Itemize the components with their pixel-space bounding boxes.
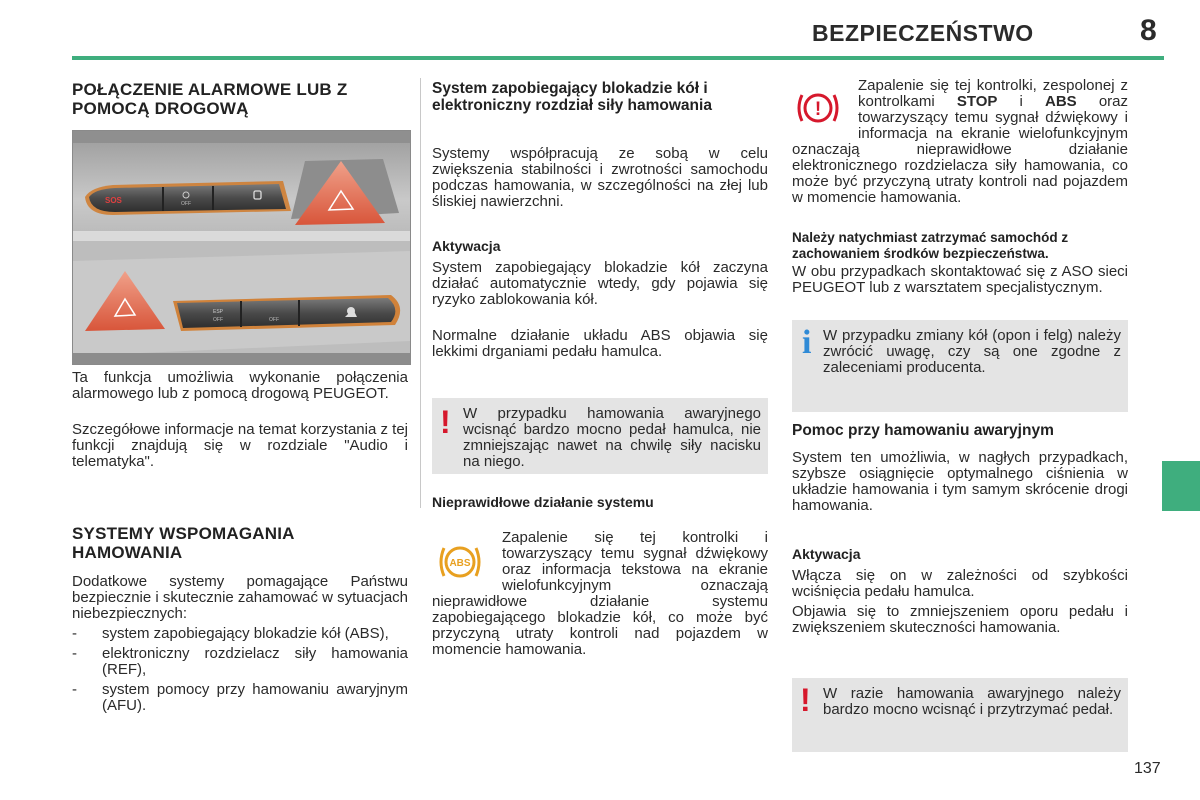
abs-warning-box bbox=[432, 398, 768, 474]
abs-activation-text: System zapobiegający blokadzie kół zaczyna działać automatycznie wtedy, gdy pojawia się ryzyko zablokowania kół. bbox=[432, 259, 768, 308]
list-item: - system zapobiegający blokadzie kół (ABS), bbox=[72, 626, 408, 642]
esp-label: ESP bbox=[213, 309, 224, 315]
off-label-mid: OFF bbox=[269, 317, 279, 323]
ref-malfunction-wrap bbox=[792, 78, 1128, 206]
ref-text-part-3: oraz towarzyszący temu sygnał dźwiękowy i informacja na ekranie wielofunkcyjnym oznaczają nieprawidłowe działanie elektronicznego rozdzielacza siły hamowania, co może być przyczyną utraty kontroli nad pojazdem w momencie hamowania. bbox=[792, 93, 1128, 206]
afu-warning-box bbox=[792, 678, 1128, 752]
warning-icon: ! bbox=[440, 404, 451, 440]
abs-ref-intro: Systemy współpracują ze sobą w celu zwiększenia stabilności i zwrotności samochodu podczas hamowania, w szczególności na złej lub śliskiej nawierzchni. bbox=[432, 145, 768, 210]
list-item: - elektroniczny rozdzielacz siły hamowania (REF), bbox=[72, 646, 408, 678]
off-label-top: OFF bbox=[181, 201, 191, 207]
abs-lamp-label: ABS bbox=[449, 558, 471, 569]
ref-text-part-2: i bbox=[997, 93, 1046, 110]
afu-effect-text: Objawia się to zmniejszeniem oporu pedału i zwiększeniem skuteczności hamowania. bbox=[792, 603, 1128, 636]
abs-malfunction-heading: Nieprawidłowe działanie systemu bbox=[432, 494, 654, 510]
abs-warning-text: W przypadku hamowania awaryjnego wcisnąć bardzo mocno pedał hamulca, nie zmniejszając nawet na chwilę siły nacisku na niego. bbox=[463, 405, 761, 470]
abs-malfunction-wrap bbox=[432, 530, 768, 658]
dashboard-photo-drawing bbox=[73, 131, 410, 364]
heading-afu: Pomoc przy hamowaniu awaryjnym bbox=[792, 422, 1054, 439]
abs-label: ABS bbox=[1045, 93, 1077, 110]
list-item: - system pomocy przy hamowaniu awaryjnym (AFU). bbox=[72, 682, 408, 714]
page-number: 137 bbox=[1134, 760, 1161, 777]
braking-systems-intro: Dodatkowe systemy pomagające Państwu bezpiecznie i skutecznie zahamować w sytuacjach niebezpiecznych: bbox=[72, 573, 408, 622]
section-title: BEZPIECZEŃSTWO bbox=[812, 20, 1034, 46]
off-label-esp: OFF bbox=[213, 317, 223, 323]
warning-icon: ! bbox=[800, 682, 811, 718]
abs-activation-heading: Aktywacja bbox=[432, 238, 501, 254]
column-divider bbox=[420, 78, 421, 508]
header-rule bbox=[72, 56, 1164, 60]
ref-text-part-1: Zapalenie się tej kontrolki, zespolonej z kontrolkami bbox=[858, 77, 1128, 110]
afu-intro: System ten umożliwia, w nagłych przypadkach, szybsze osiągnięcie optymalnego ciśnienia w układzie hamowania i tym samym skrócenie drogi hamowania. bbox=[792, 449, 1128, 514]
heading-abs-ref: System zapobiegający blokadzie kół i elektroniczny rozdział siły hamowania bbox=[432, 80, 712, 114]
abs-icon-spacer bbox=[432, 530, 502, 582]
afu-activation-heading: Aktywacja bbox=[792, 546, 861, 562]
afu-activation-text: Włącza się on w zależności od szybkości wciśnięcia pedału hamulca. bbox=[792, 567, 1128, 600]
dashboard-buttons-photo bbox=[72, 130, 411, 365]
stop-immediately-note: Należy natychmiast zatrzymać samochód z zachowaniem środków bezpieczeństwa. bbox=[792, 230, 1069, 261]
chapter-number: 8 bbox=[1140, 14, 1157, 47]
chapter-tab bbox=[1162, 461, 1200, 511]
emergency-call-text-2: Szczegółowe informacje na temat korzystania z tej funkcji znajdują się w rozdziale "Audio i telematyka". bbox=[72, 421, 408, 470]
sos-label: SOS bbox=[105, 196, 122, 205]
braking-systems-list bbox=[72, 626, 408, 718]
info-icon: i bbox=[802, 324, 812, 361]
afu-warning-text: W razie hamowania awaryjnego należy bardzo mocno wcisnąć i przytrzymać pedał. bbox=[823, 685, 1121, 718]
stop-label: STOP bbox=[956, 93, 998, 110]
emergency-call-text-1: Ta funkcja umożliwia wykonanie połączenia alarmowego lub z pomocą drogową PEUGEOT. bbox=[72, 369, 408, 402]
heading-braking-systems: SYSTEMY WSPOMAGANIA HAMOWANIA bbox=[72, 524, 294, 562]
info-box-wheels bbox=[792, 320, 1128, 412]
heading-emergency-call: POŁĄCZENIE ALARMOWE LUB Z POMOCĄ DROGOWĄ bbox=[72, 80, 348, 118]
info-box-text: W przypadku zmiany kół (opon i felg) należy zwrócić uwagę, czy są one zgodne z zaleceniami producenta. bbox=[823, 327, 1121, 376]
abs-malfunction-text: Zapalenie się tej kontrolki i towarzyszący temu sygnał dźwiękowy oraz informacja tekstowa na ekranie wielofunkcyjnym oznaczają nieprawidłowe działanie systemu zapobiegającego blokadzie kół, co może być przyczyną utraty kontroli nad pojazdem w momencie hamowania. bbox=[432, 529, 768, 658]
brake-lamp-label: ! bbox=[814, 99, 822, 120]
abs-normal-operation-text: Normalne działanie układu ABS objawia się lekkimi drganiami pedału hamulca. bbox=[432, 327, 768, 360]
contact-dealer-text: W obu przypadkach skontaktować się z ASO sieci PEUGEOT lub z warsztatem specjalistycznym. bbox=[792, 263, 1128, 296]
brake-icon-spacer bbox=[792, 78, 858, 128]
